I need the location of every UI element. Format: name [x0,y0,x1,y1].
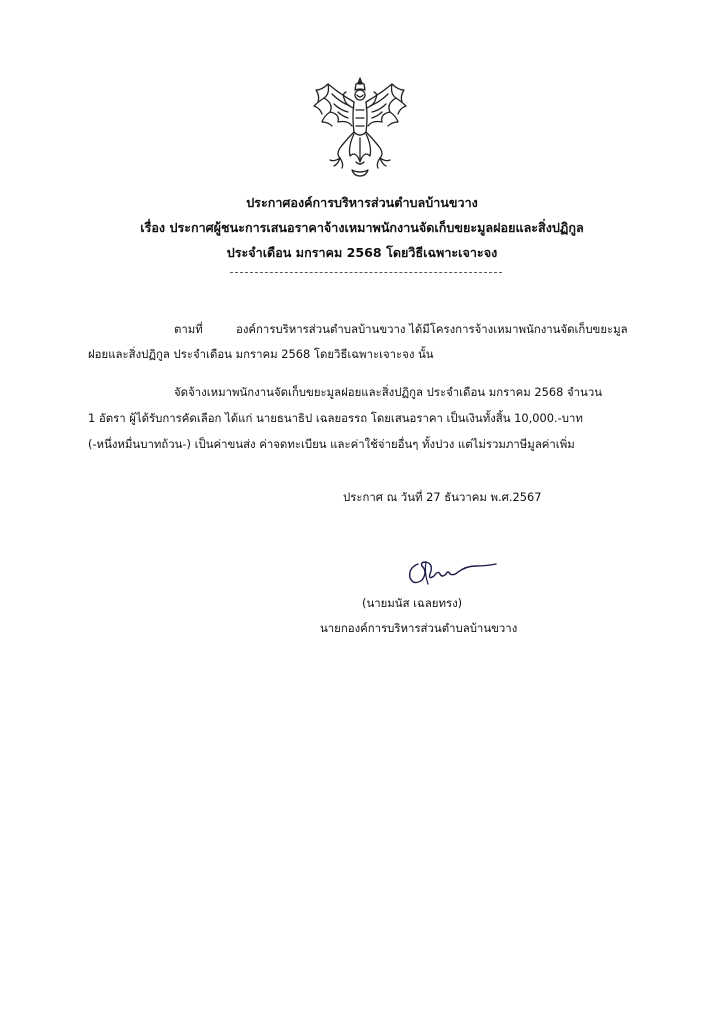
announcement-date: ประกาศ ณ วันที่ 27 ธันวาคม พ.ศ.2567 [343,490,542,504]
signatory-title: นายกองค์การบริหารส่วนตำบลบ้านขวาง [320,621,518,635]
announcement-title: ประกาศองค์การบริหารส่วนตำบลบ้านขวาง [246,195,478,210]
paragraph-2-line-1: จัดจ้างเหมาพนักงานจัดเก็บขยะมูลฝอยและสิ่งปฏิกูล ประจำเดือน มกราคม 2568 จำนวน [174,385,603,399]
garuda-emblem-icon [310,76,410,178]
announcement-subject: เรื่อง ประกาศผู้ชนะการเสนอราคาจ้างเหมาพนักงานจัดเก็บขยะมูลฝอยและสิ่งปฏิกูล [140,220,584,235]
paragraph-2-line-3: (-หนึ่งหมื่นบาทถ้วน-) เป็นค่าขนส่ง ค่าจดทะเบียน และค่าใช้จ่ายอื่นๆ ทั้งปวง แต่ไม่รวมภาษีมูลค่าเพิ่ม [88,437,575,451]
paragraph-1-line-1: องค์การบริหารส่วนตำบลบ้านขวาง ได้มีโครงการจ้างเหมาพนักงานจัดเก็บขยะมูล [236,322,628,336]
paragraph-2-line-2: 1 อัตรา ผู้ได้รับการคัดเลือก ได้แก่ นายธนาธิป เฉลยอรรถ โดยเสนอราคา เป็นเงินทั้งสิ้น 10,000.-บาท [88,411,583,425]
paragraph-1-label: ตามที่ [174,322,203,336]
announcement-period: ประจำเดือน มกราคม 2568 โดยวิธีเฉพาะเจาะจง [226,245,498,260]
signatory-name: (นายมนัส เฉลยทรง) [362,596,463,610]
paragraph-1-line-2: ฝอยและสิ่งปฏิกูล ประจำเดือน มกราคม 2568 โดยวิธีเฉพาะเจาะจง นั้น [88,347,434,361]
handwritten-signature-icon [404,558,498,588]
title-separator [230,272,502,273]
